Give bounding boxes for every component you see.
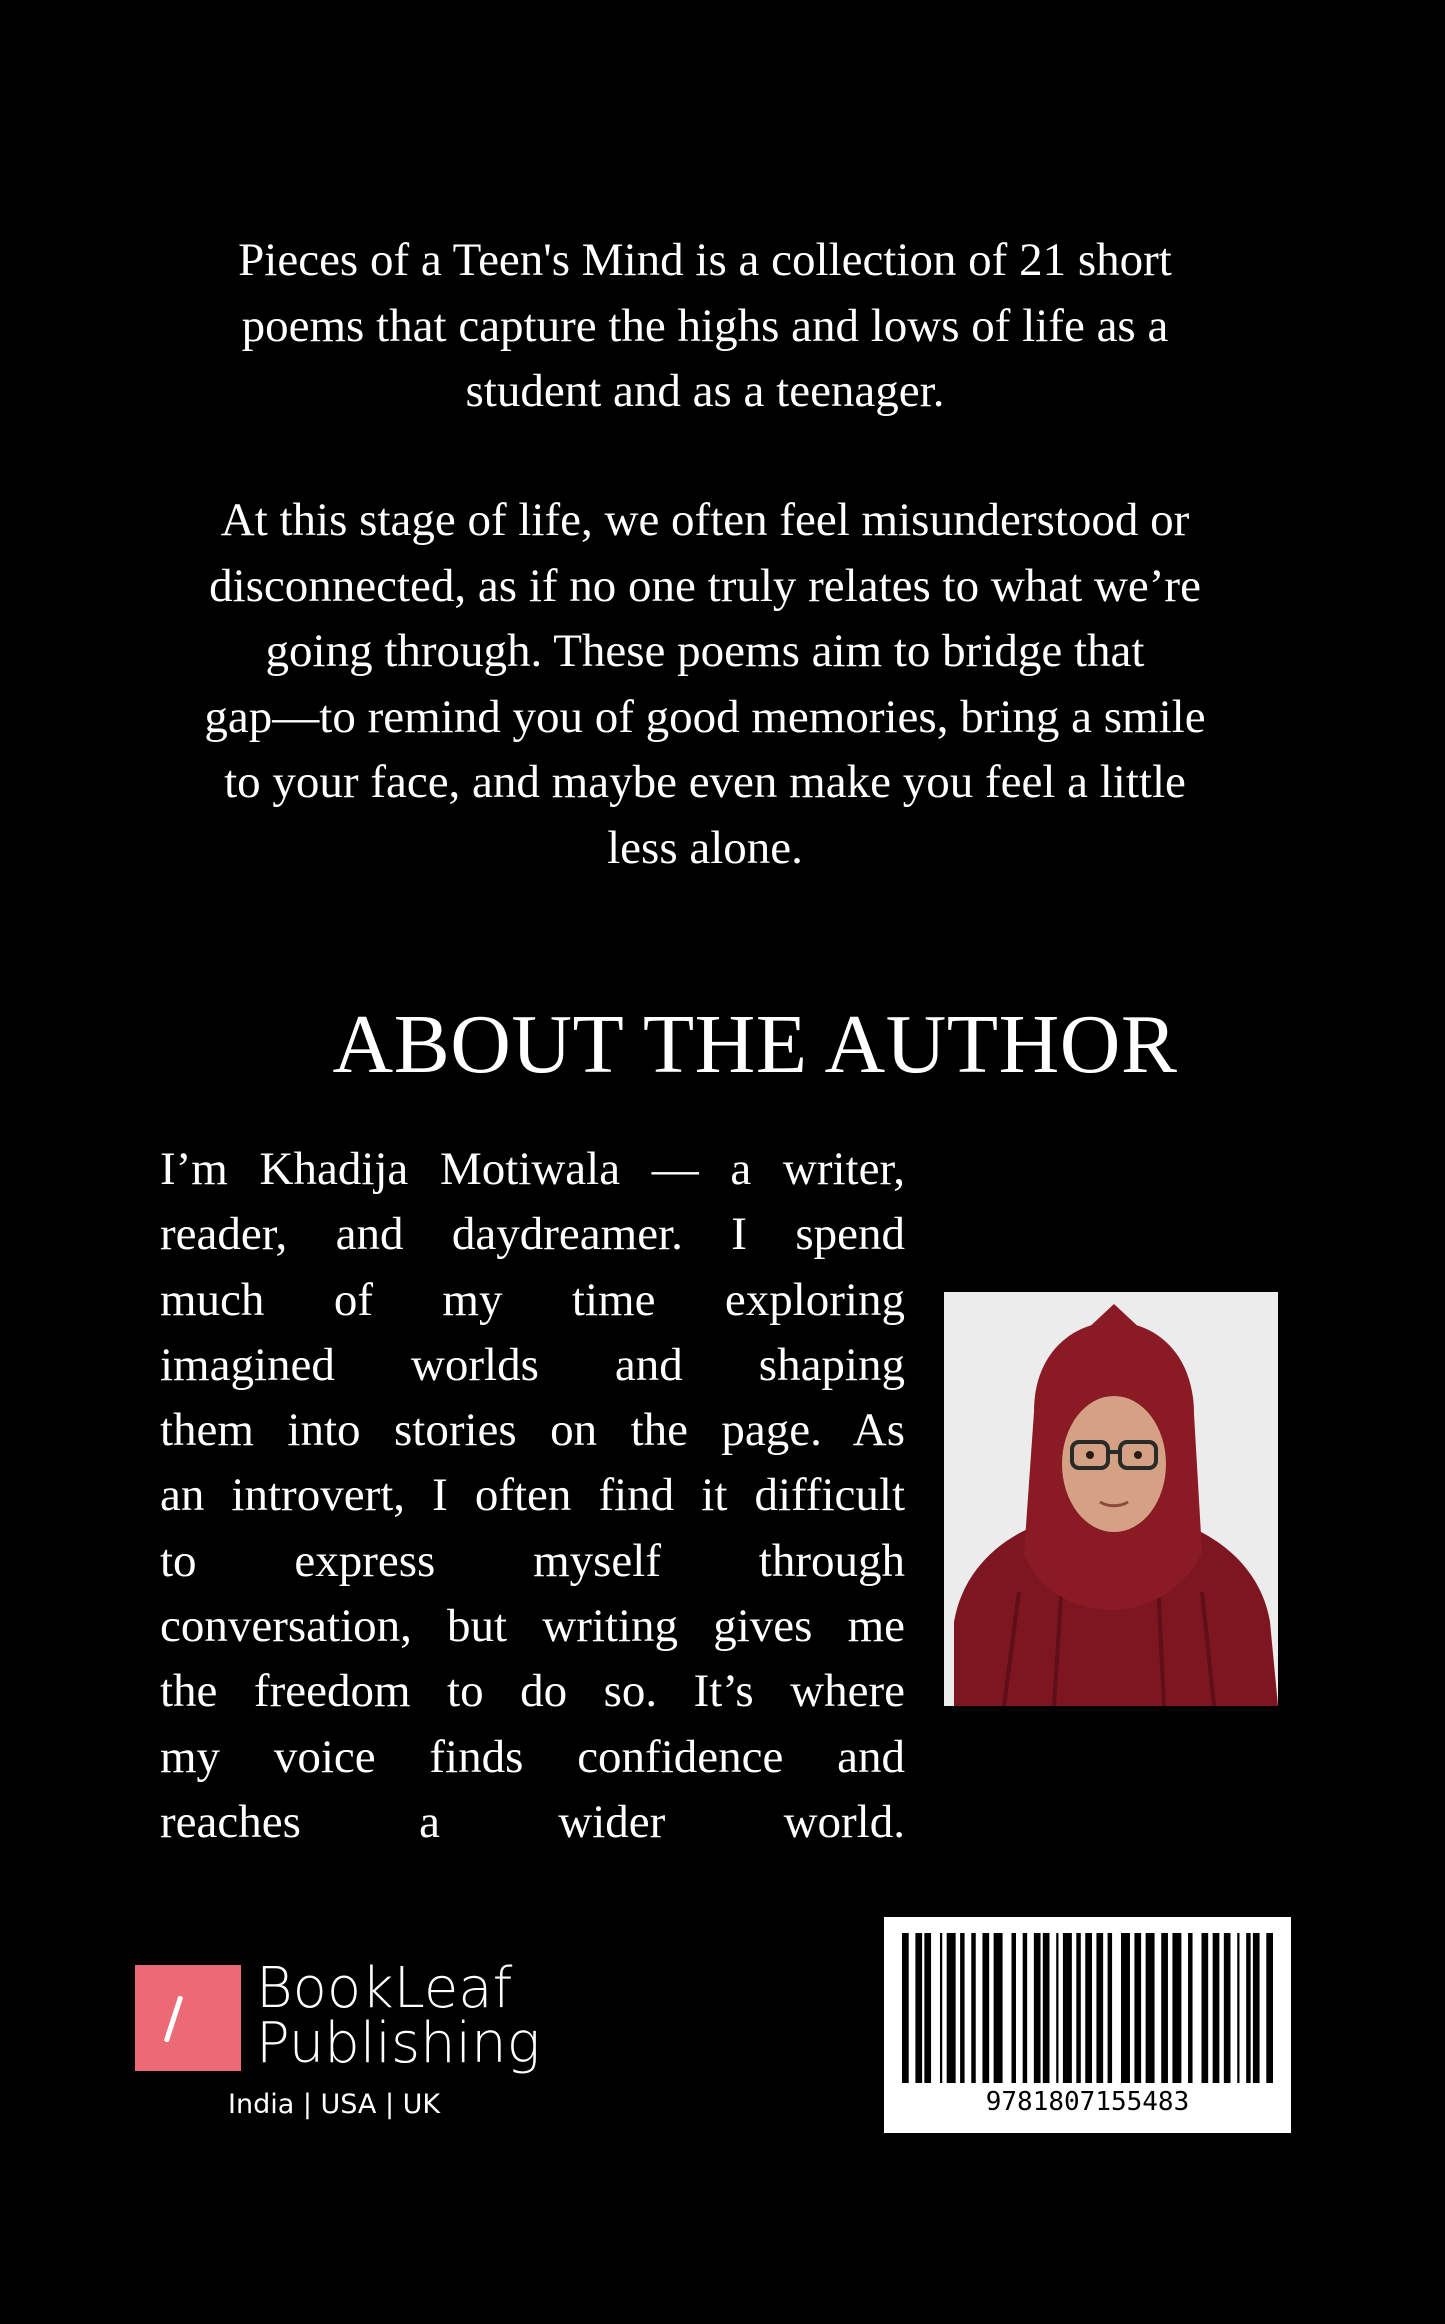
blurb-line: Pieces of a Teen's Mind is a collection of 21 short — [238, 234, 1172, 286]
barcode-bar — [1096, 1933, 1103, 2083]
barcode-bar — [1237, 1933, 1239, 2083]
bio-line: the freedom to do so. It’s where — [160, 1665, 905, 1718]
bio-line: an introvert, I often find it difficult — [160, 1469, 905, 1522]
barcode-bar — [1213, 1933, 1220, 2083]
barcode-bar — [947, 1933, 956, 2083]
barcode-bar — [1034, 1933, 1041, 2083]
bio-line: much of my time exploring — [160, 1273, 905, 1326]
bio-line: conversation, but writing gives me — [160, 1600, 905, 1653]
barcode-bar — [960, 1933, 964, 2083]
barcode-bar — [902, 1933, 909, 2083]
publisher-name-line-2: Publishing — [256, 2011, 541, 2076]
isbn-barcode — [884, 1917, 1291, 2133]
author-photo — [944, 1292, 1278, 1706]
blurb-line: to your face, and maybe even make you feel a little — [224, 756, 1186, 808]
publisher-logo — [135, 1956, 555, 2120]
barcode-bar — [1012, 1933, 1016, 2083]
blurb-line: poems that capture the highs and lows of life as a — [241, 299, 1169, 352]
bio-line: to express myself through — [160, 1534, 905, 1587]
publisher-regions: India | USA | UK — [228, 2089, 441, 2120]
bio-line: reader, and daydreamer. I spend — [160, 1208, 905, 1261]
barcode-bar — [1146, 1933, 1155, 2083]
blurb-line: At this stage of life, we often feel misunderstood or — [220, 494, 1190, 546]
blurb-paragraph-1 — [130, 228, 1280, 425]
barcode-bar — [1161, 1933, 1168, 2083]
barcode-bar — [1201, 1933, 1208, 2083]
blurb-paragraph-2 — [130, 488, 1280, 881]
blurb-line: less alone. — [607, 821, 803, 874]
barcode-bar — [1076, 1933, 1080, 2083]
bio-line: reaches a wider world. — [160, 1795, 905, 1848]
barcode-bar — [924, 1933, 931, 2083]
barcode-bar — [1108, 1933, 1112, 2083]
barcode-bar — [1246, 1933, 1250, 2083]
barcode-bars — [902, 1933, 1273, 2083]
barcode-bar — [1172, 1933, 1181, 2083]
publisher-name-line-1: BookLeaf — [256, 1956, 513, 2021]
barcode-bar — [982, 1933, 989, 2083]
author-portrait-illustration — [944, 1292, 1278, 1706]
barcode-bar — [915, 1933, 922, 2083]
bio-line: my voice finds confidence and — [160, 1730, 905, 1783]
barcode-bar — [994, 1933, 1003, 2083]
about-the-author-heading: ABOUT THE AUTHOR — [332, 998, 1178, 1091]
barcode-bar — [1023, 1933, 1027, 2083]
barcode-bar — [1253, 1933, 1260, 2083]
barcode-bar — [1134, 1933, 1141, 2083]
blurb-line: student and as a teenager. — [465, 365, 945, 417]
barcode-bar — [1063, 1933, 1072, 2083]
author-bio — [160, 1137, 905, 1855]
barcode-bar — [940, 1933, 942, 2083]
bio-line: imagined worlds and shaping — [160, 1338, 905, 1391]
bio-line: I’m Khadija Motiwala — a writer, — [160, 1143, 905, 1195]
barcode-bar — [971, 1933, 975, 2083]
barcode-bar — [1043, 1933, 1050, 2083]
barcode-bar — [1266, 1933, 1273, 2083]
bio-line: them into stories on the page. As — [160, 1404, 905, 1457]
barcode-bar — [1085, 1933, 1092, 2083]
isbn-number: 9781807155483 — [985, 2087, 1190, 2117]
barcode-bar — [1121, 1933, 1130, 2083]
blurb-line: going through. These poems aim to bridge that — [265, 625, 1145, 677]
barcode-bar — [1224, 1933, 1231, 2083]
blurb-line: disconnected, as if no one truly relates to what we’re — [209, 559, 1201, 612]
slash-icon — [135, 1965, 241, 2071]
barcode-bar — [1188, 1933, 1192, 2083]
blurb-line: gap—to remind you of good memories, bring a smile — [204, 690, 1206, 743]
barcode-bar — [1056, 1933, 1058, 2083]
